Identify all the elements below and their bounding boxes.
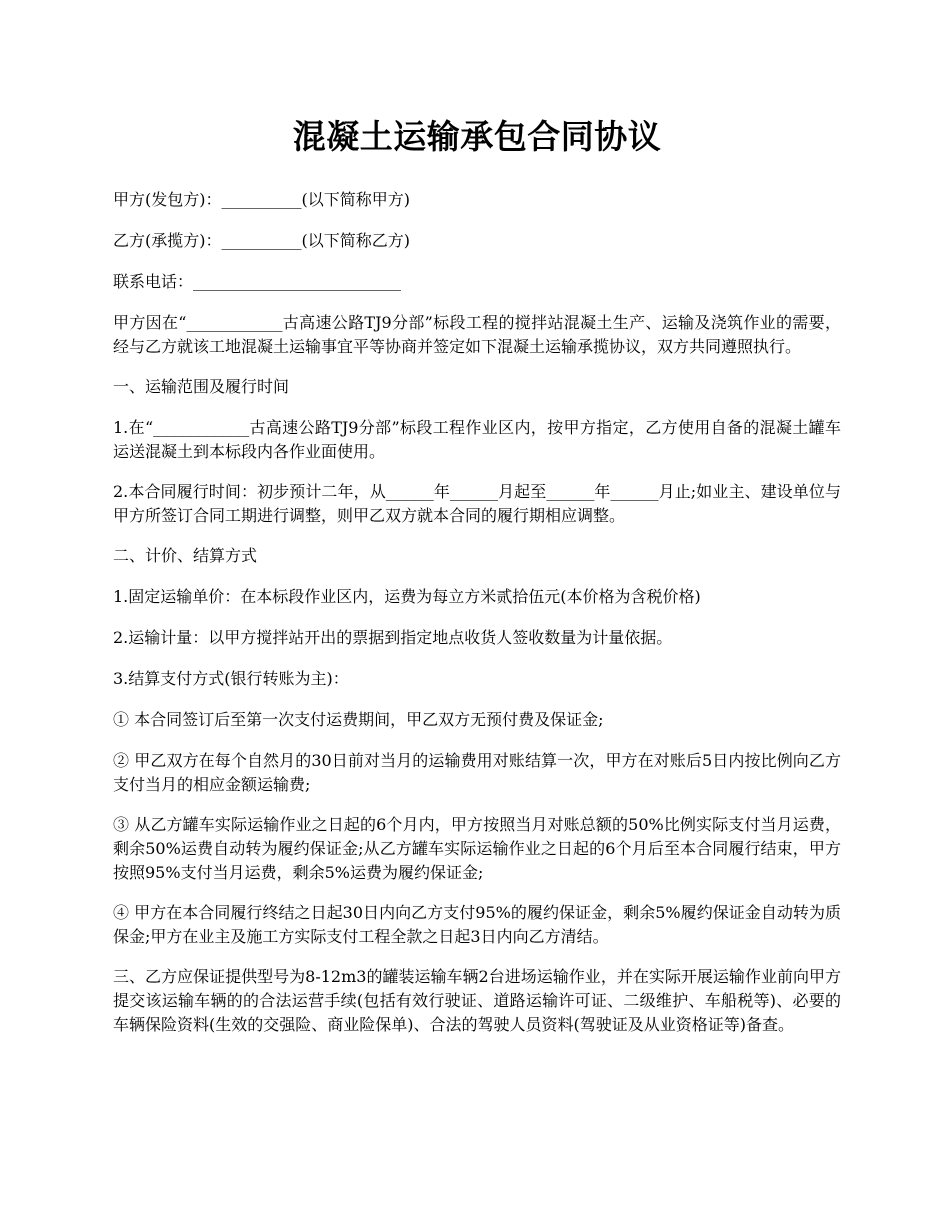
preamble-paragraph: 甲方因在“____________古高速公路TJ9分部”标段工程的搅拌站混凝土生产、运输及浇筑作业的需要，经与乙方就该工地混凝土运输事宜平等协商并签定如下混凝土运输承揽协议，双方共同遵照执行。	[113, 313, 841, 356]
document-body	[113, 112, 841, 1053]
payment-item-2: ② 甲乙双方在每个自然月的30日前对当月的运输费用对账结算一次，甲方在对账后5日内按比例向乙方支付当月的相应金额运输费;	[113, 751, 841, 794]
section-3-paragraph: 三、乙方应保证提供型号为8-12m3的罐装运输车辆2台进场运输作业，并在实际开展运输作业前向甲方提交该运输车辆的的合法运营手续(包括有效行驶证、道路运输许可证、二级维护、车船税等)、必要的车辆保险资料(生效的交强险、商业险保单)、合法的驾驶人员资料(驾驶证及从业资格证等)备查。	[113, 967, 841, 1034]
party-a-line: 甲方(发包方)：__________(以下简称甲方)	[113, 190, 410, 209]
payment-item-1: ① 本合同签订后至第一次支付运费期间，甲乙双方无预付费及保证金;	[113, 710, 604, 729]
clause-2-2: 2.运输计量：以甲方搅拌站开出的票据到指定地点收货人签收数量为计量依据。	[113, 628, 673, 647]
document-title: 混凝土运输承包合同协议	[292, 117, 662, 156]
clause-1-1: 1.在“____________古高速公路TJ9分部”标段工程作业区内，按甲方指定，乙方使用自备的混凝土罐车运送混凝土到本标段内各作业面使用。	[113, 418, 841, 461]
clause-2-3: 3.结算支付方式(银行转账为主)：	[113, 669, 349, 688]
payment-item-4: ④ 甲方在本合同履行终结之日起30日内向乙方支付95%的履约保证金，剩余5%履约保证金自动转为质保金;甲方在业主及施工方实际支付工程全款之日起3日内向乙方清结。	[113, 903, 841, 946]
party-b-line: 乙方(承揽方)：__________(以下简称乙方)	[113, 231, 410, 250]
section-heading-2: 二、计价、结算方式	[113, 546, 258, 565]
section-heading-1: 一、运输范围及履行时间	[113, 377, 290, 396]
payment-item-3: ③ 从乙方罐车实际运输作业之日起的6个月内，甲方按照当月对账总额的50%比例实际支付当月运费，剩余50%运费自动转为履约保证金;从乙方罐车实际运输作业之日起的6个月后至本合同履行结束，甲方按照95%支付当月运费，剩余5%运费为履约保证金;	[113, 815, 841, 882]
phone-line: 联系电话：__________________________	[113, 272, 402, 291]
clause-2-1: 1.固定运输单价：在本标段作业区内，运费为每立方米贰拾伍元(本价格为含税价格)	[113, 587, 701, 606]
clause-1-2: 2.本合同履行时间：初步预计二年，从______年______月起至______年______月止;如业主、建设单位与甲方所签订合同工期进行调整，则甲乙双方就本合同的履行期相应调整。	[113, 482, 841, 525]
